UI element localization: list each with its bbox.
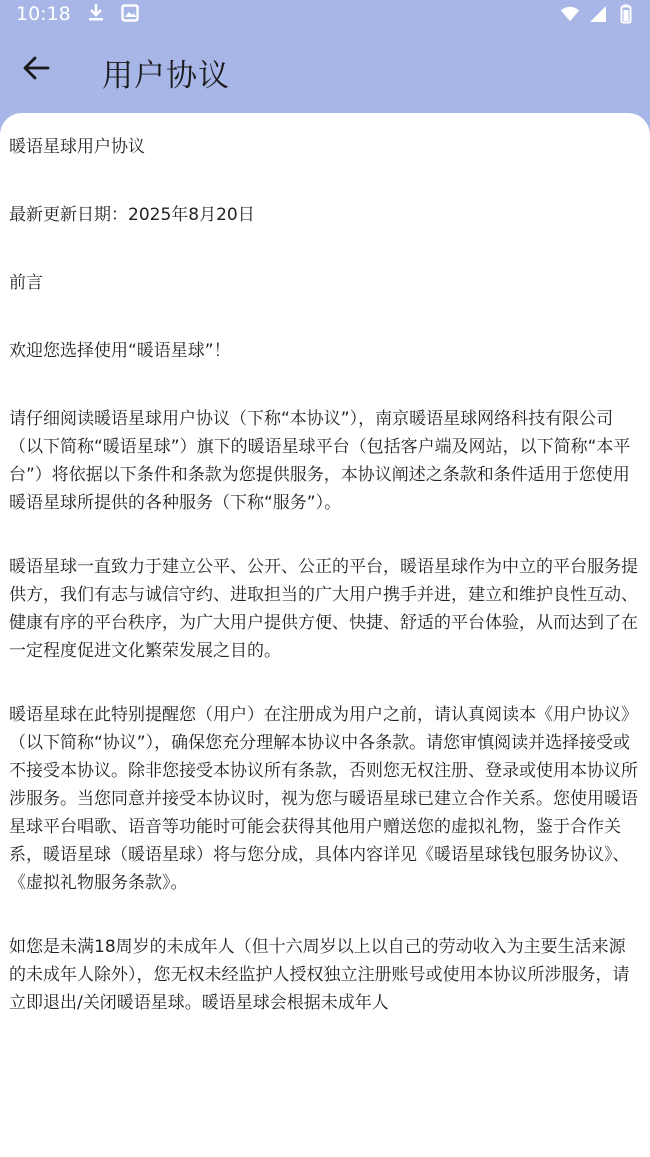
app-bar — [0, 30, 650, 115]
agreement-text — [9, 133, 641, 1057]
doc-welcome: 欢迎您选择使用“暖语星球”！ — [9, 341, 231, 361]
back-button[interactable] — [14, 48, 58, 92]
agreement-content[interactable] — [0, 113, 650, 1157]
wifi-icon — [560, 4, 580, 24]
doc-preface-title: 前言 — [9, 273, 43, 293]
doc-paragraph: 请仔细阅读暖语星球用户协议（下称“本协议”），南京暖语星球网络科技有限公司（以下简称“暖语星球”）旗下的暖语星球平台（包括客户端及网站，以下简称“本平台”）将依据以下条件和条款为您提供服务，本协议阐述之条款和条件适用于您使用暖语星球所提供的各种服务（下称“服务”）。 — [9, 409, 631, 513]
download-icon — [86, 3, 106, 23]
doc-updated-date: 最新更新日期：2025年8月20日 — [9, 205, 255, 225]
status-system-icons — [560, 4, 636, 24]
page-title: 用户协议 — [102, 58, 230, 94]
status-notification-icons — [86, 3, 140, 23]
status-time: 10:18 — [16, 3, 71, 25]
image-notification-icon — [120, 3, 140, 23]
status-bar — [0, 0, 650, 30]
signal-icon — [588, 4, 608, 24]
arrow-left-icon — [22, 54, 50, 86]
doc-paragraph: 暖语星球在此特别提醒您（用户）在注册成为用户之前，请认真阅读本《用户协议》（以下简称“协议”），确保您充分理解本协议中各条款。请您审慎阅读并选择接受或不接受本协议。除非您接受本协议所有条款，否则您无权注册、登录或使用本协议所涉服务。当您同意并接受本协议时，视为您与暖语星球已建立合作关系。您使用暖语星球平台唱歌、语音等功能时可能会获得其他用户赠送您的虚拟礼物，鉴于合作关系，暖语星球（暖语星球）将与您分成，具体内容详见《暖语星球钱包服务协议》、《虚拟礼物服务条款》。 — [9, 705, 638, 893]
doc-paragraph: 暖语星球一直致力于建立公平、公开、公正的平台，暖语星球作为中立的平台服务提供方，我们有志与诚信守约、进取担当的广大用户携手并进，建立和维护良性互动、健康有序的平台秩序，为广大用户提供方便、快捷、舒适的平台体验，从而达到了在一定程度促进文化繁荣发展之目的。 — [9, 557, 638, 661]
battery-icon — [616, 4, 636, 24]
doc-paragraph: 如您是未满18周岁的未成年人（但十六周岁以上以自己的劳动收入为主要生活来源的未成年人除外），您无权未经监护人授权独立注册账号或使用本协议所涉服务，请立即退出/关闭暖语星球。暖语星球会根据未成年人 — [9, 937, 630, 1013]
doc-heading: 暖语星球用户协议 — [9, 137, 145, 157]
